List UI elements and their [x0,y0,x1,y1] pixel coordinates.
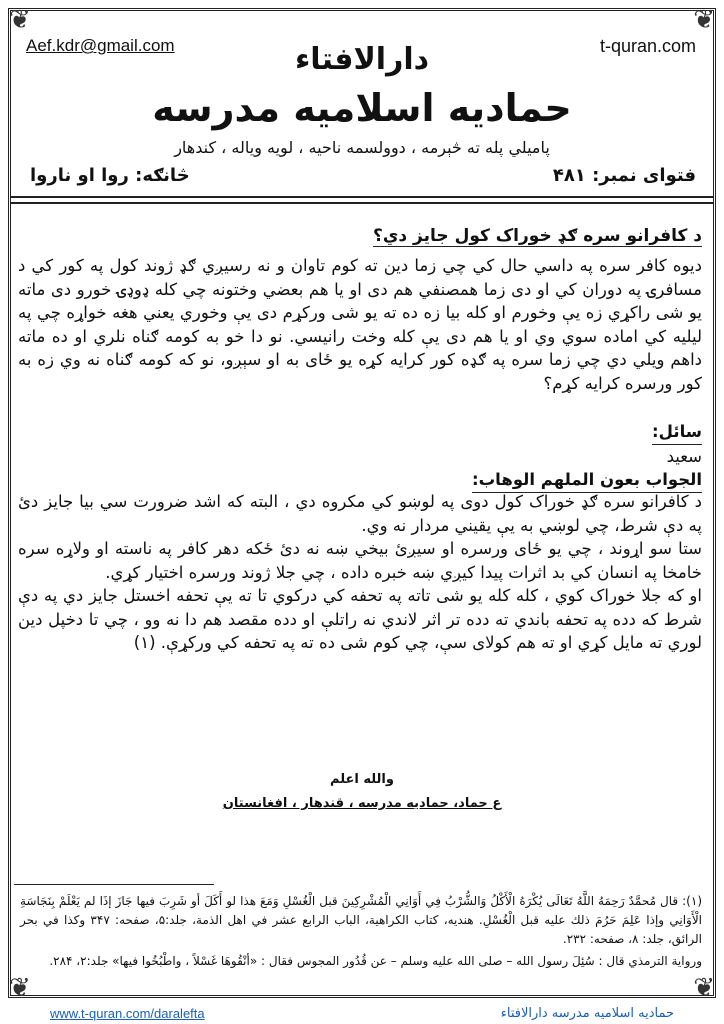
question-title: د کافرانو سره ګډ خوراک کول جایز دي؟ [372,226,702,246]
ornament-icon: ❦ [9,5,31,35]
ornament-icon: ❦ [693,973,715,1003]
answer-paragraph: ستا سو اړوند ، چي یو ځای ورسره او سیږئ بیخي ښه نه دئ ځکه دهر کافر په ناسته او ولاړه سره خامخا په انسان کي بد اثرات پیدا کیږي ښه خبره داده ، چي جلا ژوند ورسره اختیار کړي. [18,539,702,582]
footer-label: حمادیه اسلامیه مدرسه دارالافتاء [500,1006,674,1021]
divider [10,196,714,198]
category: څانګه: روا او ناروا [30,165,190,186]
asker-label: سائل: [652,420,702,445]
divider [10,202,714,204]
email-link[interactable]: Aef.kdr@gmail.com [26,36,175,55]
ornament-icon: ❦ [693,5,715,35]
answer-paragraph: او که جلا خوراک کوي ، کله کله یو شی تاته په تحفه کي درکوي تا ته یې تحفه اخستل جایز دي په دې شرط که دده په تحفه باندي ته دده تر اثر لاندي نه راتلې او دده مقصد هم دا نه وو ، چي تا دخپل دین لوري ته مایل کړي او ته هم کولای سې، چي کوم شی ده ته په تحفه کي ورکړې. (۱) [18,586,702,652]
answer-text [18,490,702,655]
footer-url[interactable]: www.t-quran.com/daralefta [50,1006,205,1021]
site-name: t-quran.com [599,36,696,56]
answer-label: الجواب بعون الملهم الوهاب: [472,468,702,493]
school-name: حمادیه اسلامیه مدرسه [152,86,572,130]
footnote: (۱): قال مُحمَّدٌ رَحِمَهُ اللَّهُ تَعَالَى يُكْرَهُ الْأَكْلُ وَالشُّرْبُ فِي أَوَانِي الْمُشْرِكِينَ قبل الْغُسْلِ وَمَعَ هذا لو أَكَلَ أو شَرِبَ فيها جَازَ إذَا لم يَعْلَمْ بِنَجَاسَةِ الْأَوَانِي وإذا عَلِمَ حَرُمَ ذلك عليه قبل الْغُسْلِ. هندیه، کتاب الکراهیة، الباب الرابع عشر في اهل الذمة، جلد:۵، صفحه: ۳۴۷ وكذا في بحر الرائق، جلد: ۸، صفحه: ۲۳۲. [20,894,703,946]
address: پامیلي پله ته څېرمه ، دوولسمه ناحیه ، لویه ویاله ، کندهار [174,138,550,157]
signature: ع حماد، حمادیه مدرسه ، قندهار ، افغانستان [222,796,502,811]
fatwa-number: فتوای نمبر: ۴۸۱ [552,165,696,186]
asker-name: سعید [666,446,702,466]
page-title: دارالافتاء [294,42,430,77]
wallah-alam: والله اعلم [330,772,394,787]
footnote: ورواية الترمذي قال : سُئِلَ رسول الله – صلى الله عليه وسلم – عن قُدُور المجوس فقال : «أنْقُوهَا غَسْلاً ، واطْبُخُوا فيها» جلد:۲، ۲۸۴. [49,954,702,968]
answer-paragraph: د کافرانو سره ګډ خوراک کول دوی په لوښو کي مکروه دي ، البته که اشد ضرورت سي بیا جایز دئ په دې شرط، چي لوښي به یې یقیني مردار نه وي. [18,492,702,535]
question-text: دیوه کافر سره په داسي حال کي چي زما دین ته کوم تاوان و نه رسیږي ګډ ژوند کول په کور کي د مسافرۍ په دوران کي او دی زما همصنفي هم دی او یا هم بعضي وختونه چي کله ډوډۍ خورو دی ماته یو شی راکړي زه یې وخورم او کله بیا زه ده ته یو شی ورکړم دی یې وخوري یعني هغه خواړه چي په لیلیه کي اماده سوي وي او یا هم دی یې کله وخت رانیسي. نو دا خو به کومه ګناه نلري او ده ماته داهم ویلي دي چي زما سره په ګډه کور کرایه کړه یو ځای به او سېږو، نو که کومه ګناه نه وي زه به کور ورسره کرایه کړم؟ [18,256,702,393]
ornament-icon: ❦ [9,973,31,1003]
asker-block [18,420,702,493]
footnote-divider [14,884,214,885]
